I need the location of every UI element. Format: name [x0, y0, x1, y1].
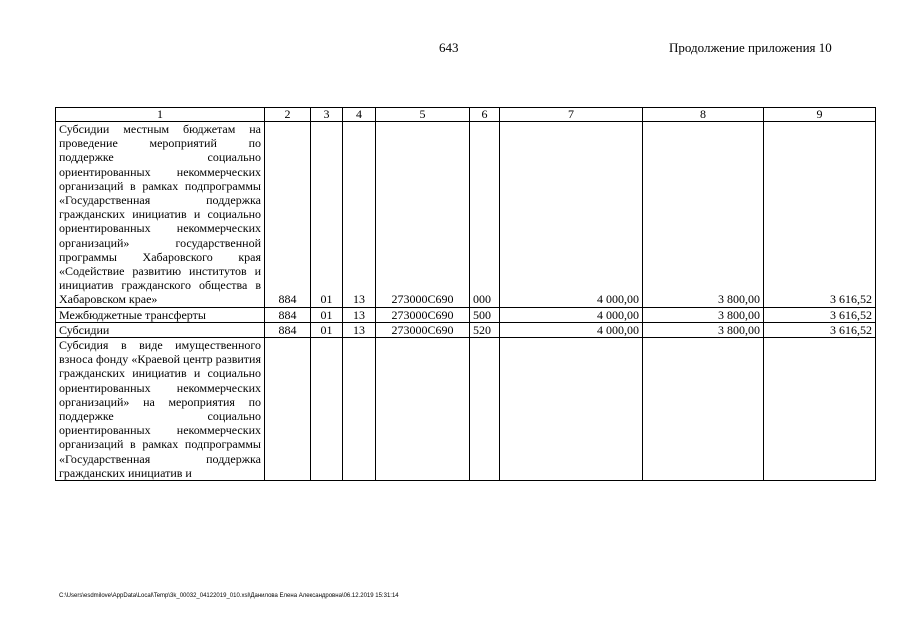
cell-col-5: 273000С690: [376, 122, 470, 308]
cell-col-7: 4 000,00: [500, 307, 643, 322]
cell-col-4: 13: [343, 122, 376, 308]
page-number: 643: [439, 40, 459, 55]
cell-col-3: 01: [311, 307, 343, 322]
cell-col-8: 3 800,00: [643, 307, 764, 322]
cell-col-2: 884: [265, 307, 311, 322]
cell-col-9: 3 616,52: [764, 322, 876, 337]
row-description: Субсидии: [56, 322, 265, 337]
cell-col-2: 884: [265, 322, 311, 337]
cell-col-2: [265, 338, 311, 481]
cell-col-9: 3 616,52: [764, 122, 876, 308]
cell-col-8: 3 800,00: [643, 322, 764, 337]
cell-col-4: 13: [343, 322, 376, 337]
row-description: Субсидии местным бюджетам на проведение мероприятий по поддержке социально ориентированных некоммерческих организаций в рамках подпрограммы «Государственная поддержка гражданских инициатив и социально ориентированных некоммерческих организаций» государственной программы Хабаровского края «Содействие развитию институтов и инициатив гражданского общества в Хабаровском крае»: [56, 122, 265, 308]
cell-col-8: 3 800,00: [643, 122, 764, 308]
cell-col-6: 500: [470, 307, 500, 322]
cell-col-6: 000: [470, 122, 500, 308]
table-row: [56, 307, 876, 322]
table-row: [56, 322, 876, 337]
cell-col-4: 13: [343, 307, 376, 322]
cell-col-9: 3 616,52: [764, 307, 876, 322]
cell-col-4: [343, 338, 376, 481]
column-header: 4: [343, 108, 376, 122]
budget-table: [55, 107, 876, 481]
cell-col-5: [376, 338, 470, 481]
cell-col-3: 01: [311, 322, 343, 337]
cell-col-7: [500, 338, 643, 481]
cell-col-5: 273000С690: [376, 322, 470, 337]
cell-col-6: 520: [470, 322, 500, 337]
column-header: 1: [56, 108, 265, 122]
column-header: 7: [500, 108, 643, 122]
cell-col-2: 884: [265, 122, 311, 308]
column-header: 3: [311, 108, 343, 122]
cell-col-3: 01: [311, 122, 343, 308]
cell-col-7: 4 000,00: [500, 122, 643, 308]
appendix-continuation-note: Продолжение приложения 10: [669, 40, 832, 55]
column-header: 2: [265, 108, 311, 122]
cell-col-9: [764, 338, 876, 481]
footer-file-path: C:\Users\esdmilove\AppData\Local\Temp\3k_00032_04122019_010.xsl\Данилова Елена Александровна\06.12.2019 15:31:14: [59, 593, 399, 599]
row-description: Межбюджетные трансферты: [56, 307, 265, 322]
table-row: [56, 122, 876, 308]
column-header: 9: [764, 108, 876, 122]
cell-col-8: [643, 338, 764, 481]
cell-col-5: 273000С690: [376, 307, 470, 322]
cell-col-6: [470, 338, 500, 481]
column-header: 6: [470, 108, 500, 122]
row-description: Субсидия в виде имущественного взноса фонду «Краевой центр развития гражданских инициатив и социально ориентированных некоммерческих организаций» на мероприятия по поддержке социально ориентированных некоммерческих организаций в рамках подпрограммы «Государственная поддержка гражданских инициатив и: [56, 338, 265, 481]
table-row: [56, 338, 876, 481]
column-header: 5: [376, 108, 470, 122]
cell-col-3: [311, 338, 343, 481]
column-header: 8: [643, 108, 764, 122]
table-header-row: [56, 108, 876, 122]
cell-col-7: 4 000,00: [500, 322, 643, 337]
